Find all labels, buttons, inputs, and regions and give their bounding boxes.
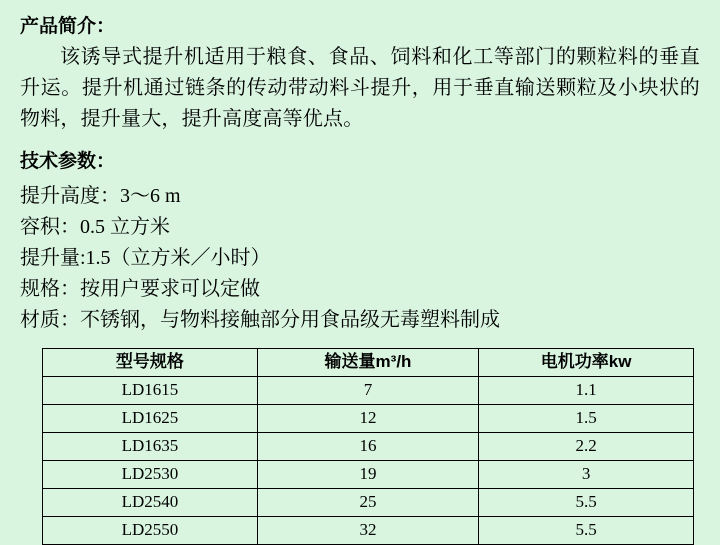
cell-throughput: 19 (257, 461, 478, 489)
table-header-row (43, 349, 694, 377)
table-header-model: 型号规格 (43, 349, 258, 377)
table-row (43, 461, 694, 489)
specs-heading: 技术参数： (20, 151, 116, 172)
specs-list (20, 181, 700, 336)
table-header-power: 电机功率kw (479, 349, 694, 377)
cell-throughput: 12 (257, 405, 478, 433)
table-header-throughput: 输送量m³/h (257, 349, 478, 377)
specification-table (42, 348, 694, 545)
table-row (43, 517, 694, 545)
cell-power: 5.5 (479, 489, 694, 517)
intro-paragraph: 该诱导式提升机适用于粮食、食品、饲料和化工等部门的颗粒料的垂直升运。提升机通过链条的传动带动料斗提升，用于垂直输送颗粒及小块状的物料，提升量大，提升高度高等优点。 (20, 46, 700, 130)
cell-throughput: 16 (257, 433, 478, 461)
cell-power: 1.5 (479, 405, 694, 433)
cell-model: LD2540 (43, 489, 258, 517)
cell-throughput: 32 (257, 517, 478, 545)
intro-heading: 产品简介： (20, 16, 116, 37)
cell-model: LD1635 (43, 433, 258, 461)
table-row (43, 433, 694, 461)
cell-throughput: 25 (257, 489, 478, 517)
cell-model: LD1625 (43, 405, 258, 433)
spec-line-lift-height: 提升高度：3～6 m (20, 185, 181, 207)
cell-model: LD2550 (43, 517, 258, 545)
cell-throughput: 7 (257, 377, 478, 405)
spacer (20, 135, 700, 149)
cell-power: 5.5 (479, 517, 694, 545)
cell-power: 3 (479, 461, 694, 489)
spec-line-capacity: 提升量:1.5（立方米／小时） (20, 247, 271, 269)
spec-line-model: 规格：按用户要求可以定做 (20, 278, 260, 300)
cell-power: 2.2 (479, 433, 694, 461)
spec-line-volume: 容积：0.5 立方米 (20, 216, 170, 238)
cell-power: 1.1 (479, 377, 694, 405)
spec-line-material: 材质：不锈钢，与物料接触部分用食品级无毒塑料制成 (20, 309, 500, 331)
cell-model: LD2530 (43, 461, 258, 489)
table-row (43, 405, 694, 433)
table-row (43, 377, 694, 405)
cell-model: LD1615 (43, 377, 258, 405)
table-row (43, 489, 694, 517)
